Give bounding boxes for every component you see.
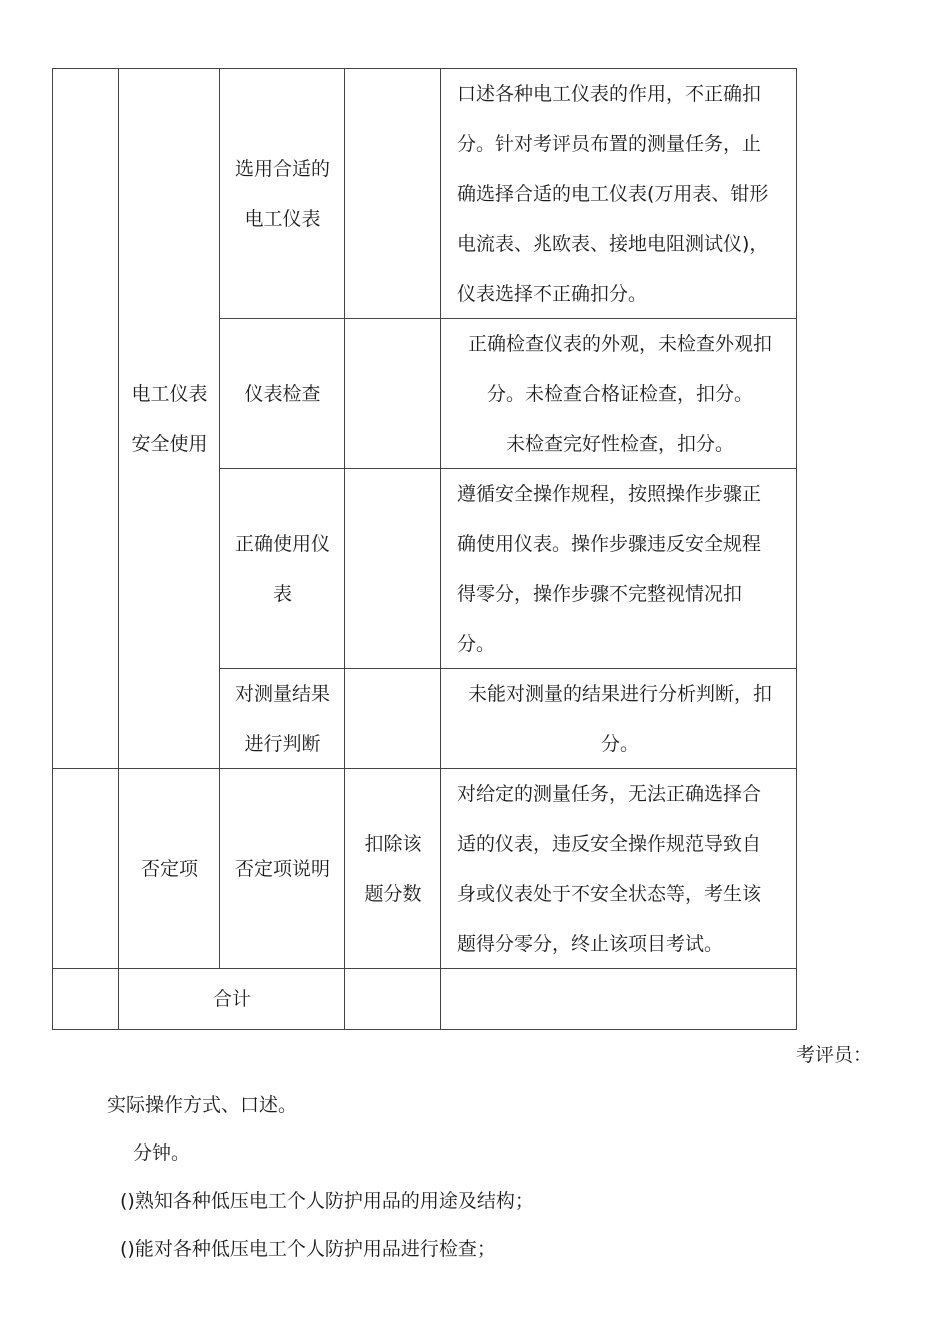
desc-cell-2 (441, 469, 797, 669)
footer-line-1: 分钟。 (133, 1142, 191, 1164)
desc-cell-3 (441, 669, 797, 769)
score-cell-3 (345, 669, 441, 769)
item-cell-2 (220, 469, 345, 669)
col-divider (118, 68, 119, 1030)
total-label: 合计 (212, 988, 251, 1010)
total-desc-cell (441, 969, 797, 1029)
total-label-cell (119, 969, 345, 1029)
examiner-label: 考评员： (795, 1044, 872, 1066)
desc-cell-0 (441, 69, 797, 319)
score-cell-0 (345, 69, 441, 319)
veto-item: 否定项说明 (234, 858, 330, 880)
row-divider (219, 318, 797, 319)
veto-desc: 对给定的测量任务，无法正确选择合 适的仪表，违反安全操作规范导致自 身或仪表处于不安全状态等，考生该 题得分零分，终止该项目考试。 (457, 783, 762, 955)
footer-line-0: 实际操作方式、口述。 (107, 1094, 298, 1116)
row-divider (52, 968, 797, 969)
row-divider (52, 768, 797, 769)
veto-score: 扣除该 题分数 (364, 833, 422, 905)
row-divider (219, 668, 797, 669)
item-cell-0 (220, 69, 345, 319)
item-cell-3 (220, 669, 345, 769)
item-label: 对测量结果 进行判断 (234, 683, 330, 755)
score-cell-2 (345, 469, 441, 669)
col-divider (219, 68, 220, 969)
item-label: 选用合适的 电工仪表 (234, 158, 330, 230)
footer-line-3: ()能对各种低压电工个人防护用品进行检查； (120, 1238, 496, 1260)
desc-text: 正确检查仪表的外观，未检查外观扣 分。未检查合格证检查，扣分。 未检查完好性检查，扣分。 (467, 333, 772, 455)
desc-cell-1 (441, 319, 797, 469)
row-divider (219, 468, 797, 469)
desc-text: 口述各种电工仪表的作用，不正确扣 分。针对考评员布置的测量任务，止 确选择合适的电工仪表(万用表、钳形 电流表、兆欧表、接地电阻测试仪)， 仪表选择不正确扣分。 (457, 83, 769, 305)
veto-item-cell (220, 769, 345, 969)
veto-score-cell (345, 769, 441, 969)
item-cell-1 (220, 319, 345, 469)
score-cell-1 (345, 319, 441, 469)
table-border-bottom (52, 1029, 797, 1030)
table-border-left (52, 68, 53, 1030)
veto-label: 否定项 (140, 858, 198, 880)
item-label: 正确使用仪 表 (234, 533, 330, 605)
desc-text: 未能对测量的结果进行分析判断，扣 分。 (467, 683, 772, 755)
category-label: 电工仪表 安全使用 (131, 383, 208, 455)
veto-label-cell (119, 769, 220, 969)
footer-line-2: ()熟知各种低压电工个人防护用品的用途及结构； (120, 1190, 534, 1212)
item-label: 仪表检查 (244, 383, 321, 405)
total-score-cell (345, 969, 441, 1029)
category-cell (119, 69, 220, 769)
desc-text: 遵循安全操作规程，按照操作步骤正 确使用仪表。操作步骤违反安全规程 得零分，操作步骤不完整视情况扣 分。 (457, 483, 762, 655)
col-divider (440, 68, 441, 1030)
col-divider (344, 68, 345, 1030)
table-border-top (52, 68, 797, 69)
table-border-right (796, 68, 797, 1030)
veto-desc-cell (441, 769, 797, 969)
